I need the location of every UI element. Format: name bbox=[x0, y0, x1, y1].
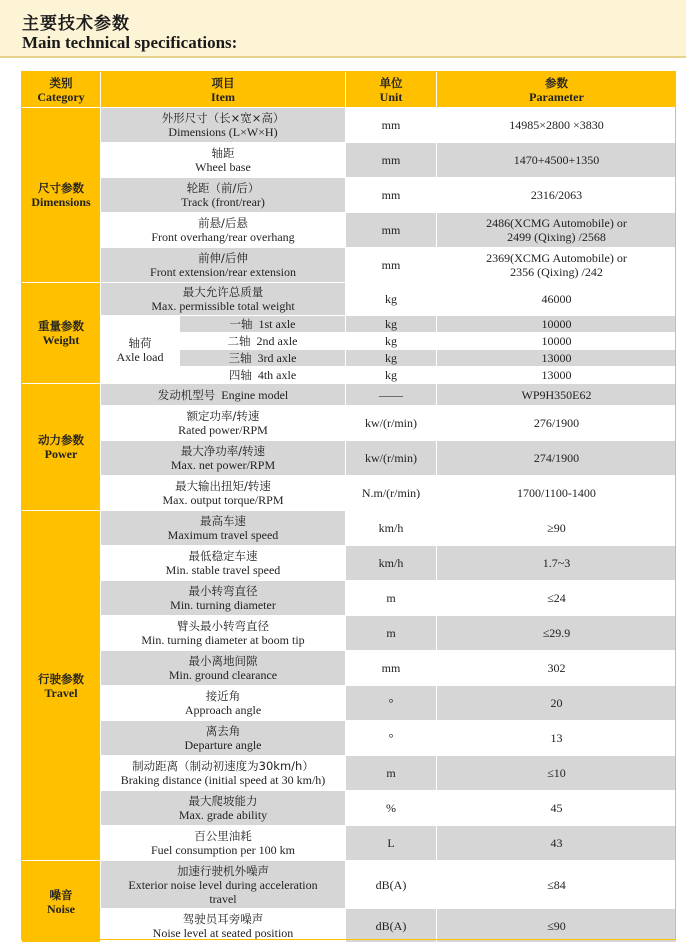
value-cell: 276/1900 bbox=[437, 406, 677, 441]
table-row bbox=[22, 384, 677, 406]
unit-cell: m bbox=[346, 756, 437, 791]
item-cell: 最大净功率/转速 Max. net power/RPM bbox=[101, 441, 346, 476]
unit-cell: ° bbox=[346, 721, 437, 756]
unit-cell: kg bbox=[346, 367, 437, 384]
value-cell: ≤24 bbox=[437, 581, 677, 616]
item-cell: 离去角 Departure angle bbox=[101, 721, 346, 756]
unit-cell: kg bbox=[346, 350, 437, 367]
unit-cell: kw/(r/min) bbox=[346, 441, 437, 476]
unit-cell: kg bbox=[346, 333, 437, 350]
unit-cell: m bbox=[346, 581, 437, 616]
category-dimensions: 尺寸参数 Dimensions bbox=[22, 108, 101, 283]
table-row bbox=[22, 476, 677, 511]
item-cell: 轮距（前/后） Track (front/rear) bbox=[101, 178, 346, 213]
value-cell: ≥90 bbox=[437, 511, 677, 546]
page-title-en: Main technical specifications: bbox=[22, 33, 238, 52]
unit-cell: mm bbox=[346, 108, 437, 143]
item-cell: 最小离地间隙 Min. ground clearance bbox=[101, 651, 346, 686]
unit-cell: kg bbox=[346, 316, 437, 333]
unit-cell: mm bbox=[346, 248, 437, 283]
unit-cell: % bbox=[346, 791, 437, 826]
item-cell: 前悬/后悬 Front overhang/rear overhang bbox=[101, 213, 346, 248]
value-cell: 1.7~3 bbox=[437, 546, 677, 581]
table-row bbox=[22, 178, 677, 213]
value-cell: 13000 bbox=[437, 367, 677, 384]
unit-cell: mm bbox=[346, 178, 437, 213]
item-cell: 制动距离（制动初速度为30km/h） Braking distance (initial speed at 30 km/h) bbox=[101, 756, 346, 791]
value-cell: 20 bbox=[437, 686, 677, 721]
category-weight: 重量参数 Weight bbox=[22, 283, 101, 384]
table-row bbox=[22, 581, 677, 616]
value-cell: 302 bbox=[437, 651, 677, 686]
item-cell: 外形尺寸（长×宽×高） Dimensions (L×W×H) bbox=[101, 108, 346, 143]
value-cell: 43 bbox=[437, 826, 677, 861]
item-cell: 轴距 Wheel base bbox=[101, 143, 346, 178]
unit-cell: km/h bbox=[346, 511, 437, 546]
item-cell: 最大输出扭矩/转速 Max. output torque/RPM bbox=[101, 476, 346, 511]
value-cell: 13000 bbox=[437, 350, 677, 367]
item-cell: 接近角 Approach angle bbox=[101, 686, 346, 721]
value-cell: ≤84 bbox=[437, 861, 677, 909]
unit-cell: ° bbox=[346, 686, 437, 721]
item-cell: 最大爬坡能力 Max. grade ability bbox=[101, 791, 346, 826]
item-cell: 额定功率/转速 Rated power/RPM bbox=[101, 406, 346, 441]
table-row bbox=[22, 143, 677, 178]
value-cell: ≤90 bbox=[437, 909, 677, 943]
axle-cell: 一轴 1st axle bbox=[180, 316, 346, 333]
spec-table bbox=[21, 71, 677, 943]
table-row bbox=[22, 861, 677, 909]
page-title-cn: 主要技术参数 bbox=[22, 14, 130, 34]
axle-load-label: 轴荷 Axle load bbox=[101, 316, 180, 384]
table-row bbox=[22, 616, 677, 651]
table-row bbox=[22, 791, 677, 826]
value-cell: 2316/2063 bbox=[437, 178, 677, 213]
table-row bbox=[22, 213, 677, 248]
item-cell: 臂头最小转弯直径 Min. turning diameter at boom tip bbox=[101, 616, 346, 651]
value-cell: WP9H350E62 bbox=[437, 384, 677, 406]
unit-cell: N.m/(r/min) bbox=[346, 476, 437, 511]
header-category: 类别 Category bbox=[22, 72, 101, 108]
table-row bbox=[22, 756, 677, 791]
unit-cell: mm bbox=[346, 143, 437, 178]
value-cell: 46000 bbox=[437, 283, 677, 316]
item-cell: 驾驶员耳旁噪声 Noise level at seated position bbox=[101, 909, 346, 943]
unit-cell: km/h bbox=[346, 546, 437, 581]
value-cell: ≤29.9 bbox=[437, 616, 677, 651]
table-row bbox=[22, 316, 677, 333]
table-row bbox=[22, 651, 677, 686]
value-cell: 10000 bbox=[437, 333, 677, 350]
value-cell: 13 bbox=[437, 721, 677, 756]
item-cell: 最小转弯直径 Min. turning diameter bbox=[101, 581, 346, 616]
value-cell: 10000 bbox=[437, 316, 677, 333]
unit-cell: mm bbox=[346, 213, 437, 248]
table-row bbox=[22, 546, 677, 581]
header-parameter: 参数 Parameter bbox=[437, 72, 677, 108]
item-cell: 前伸/后伸 Front extension/rear extension bbox=[101, 248, 346, 283]
table-row bbox=[22, 283, 677, 316]
header-rule bbox=[0, 56, 686, 58]
category-noise: 噪音 Noise bbox=[22, 861, 101, 943]
category-power: 动力参数 Power bbox=[22, 384, 101, 511]
table-row bbox=[22, 108, 677, 143]
table-row bbox=[22, 441, 677, 476]
table-header-row bbox=[22, 72, 677, 108]
value-cell: 2369(XCMG Automobile) or 2356 (Qixing) /242 bbox=[437, 248, 677, 283]
item-cell: 发动机型号 Engine model bbox=[101, 384, 346, 406]
unit-cell: mm bbox=[346, 651, 437, 686]
item-cell: 百公里油耗 Fuel consumption per 100 km bbox=[101, 826, 346, 861]
table-row bbox=[22, 248, 677, 283]
unit-cell: kw/(r/min) bbox=[346, 406, 437, 441]
table-row bbox=[22, 406, 677, 441]
axle-cell: 二轴 2nd axle bbox=[180, 333, 346, 350]
value-cell: ≤10 bbox=[437, 756, 677, 791]
table-row bbox=[22, 686, 677, 721]
item-cell: 最大允许总质量 Max. permissible total weight bbox=[101, 283, 346, 316]
axle-cell: 四轴 4th axle bbox=[180, 367, 346, 384]
unit-cell: —— bbox=[346, 384, 437, 406]
unit-cell: dB(A) bbox=[346, 909, 437, 943]
value-cell: 274/1900 bbox=[437, 441, 677, 476]
unit-cell: L bbox=[346, 826, 437, 861]
category-travel: 行驶参数 Travel bbox=[22, 511, 101, 861]
value-cell: 2486(XCMG Automobile) or 2499 (Qixing) /2568 bbox=[437, 213, 677, 248]
item-cell: 最高车速 Maximum travel speed bbox=[101, 511, 346, 546]
axle-cell: 三轴 3rd axle bbox=[180, 350, 346, 367]
item-cell: 加速行驶机外噪声 Exterior noise level during acceleration travel bbox=[101, 861, 346, 909]
unit-cell: m bbox=[346, 616, 437, 651]
unit-cell: kg bbox=[346, 283, 437, 316]
table-row bbox=[22, 826, 677, 861]
item-cell: 最低稳定车速 Min. stable travel speed bbox=[101, 546, 346, 581]
value-cell: 45 bbox=[437, 791, 677, 826]
header-unit: 单位 Unit bbox=[346, 72, 437, 108]
header-item: 项目 Item bbox=[101, 72, 346, 108]
value-cell: 14985×2800 ×3830 bbox=[437, 108, 677, 143]
table-row bbox=[22, 511, 677, 546]
value-cell: 1470+4500+1350 bbox=[437, 143, 677, 178]
table-row bbox=[22, 721, 677, 756]
unit-cell: dB(A) bbox=[346, 861, 437, 909]
value-cell: 1700/1100-1400 bbox=[437, 476, 677, 511]
table-row bbox=[22, 909, 677, 943]
